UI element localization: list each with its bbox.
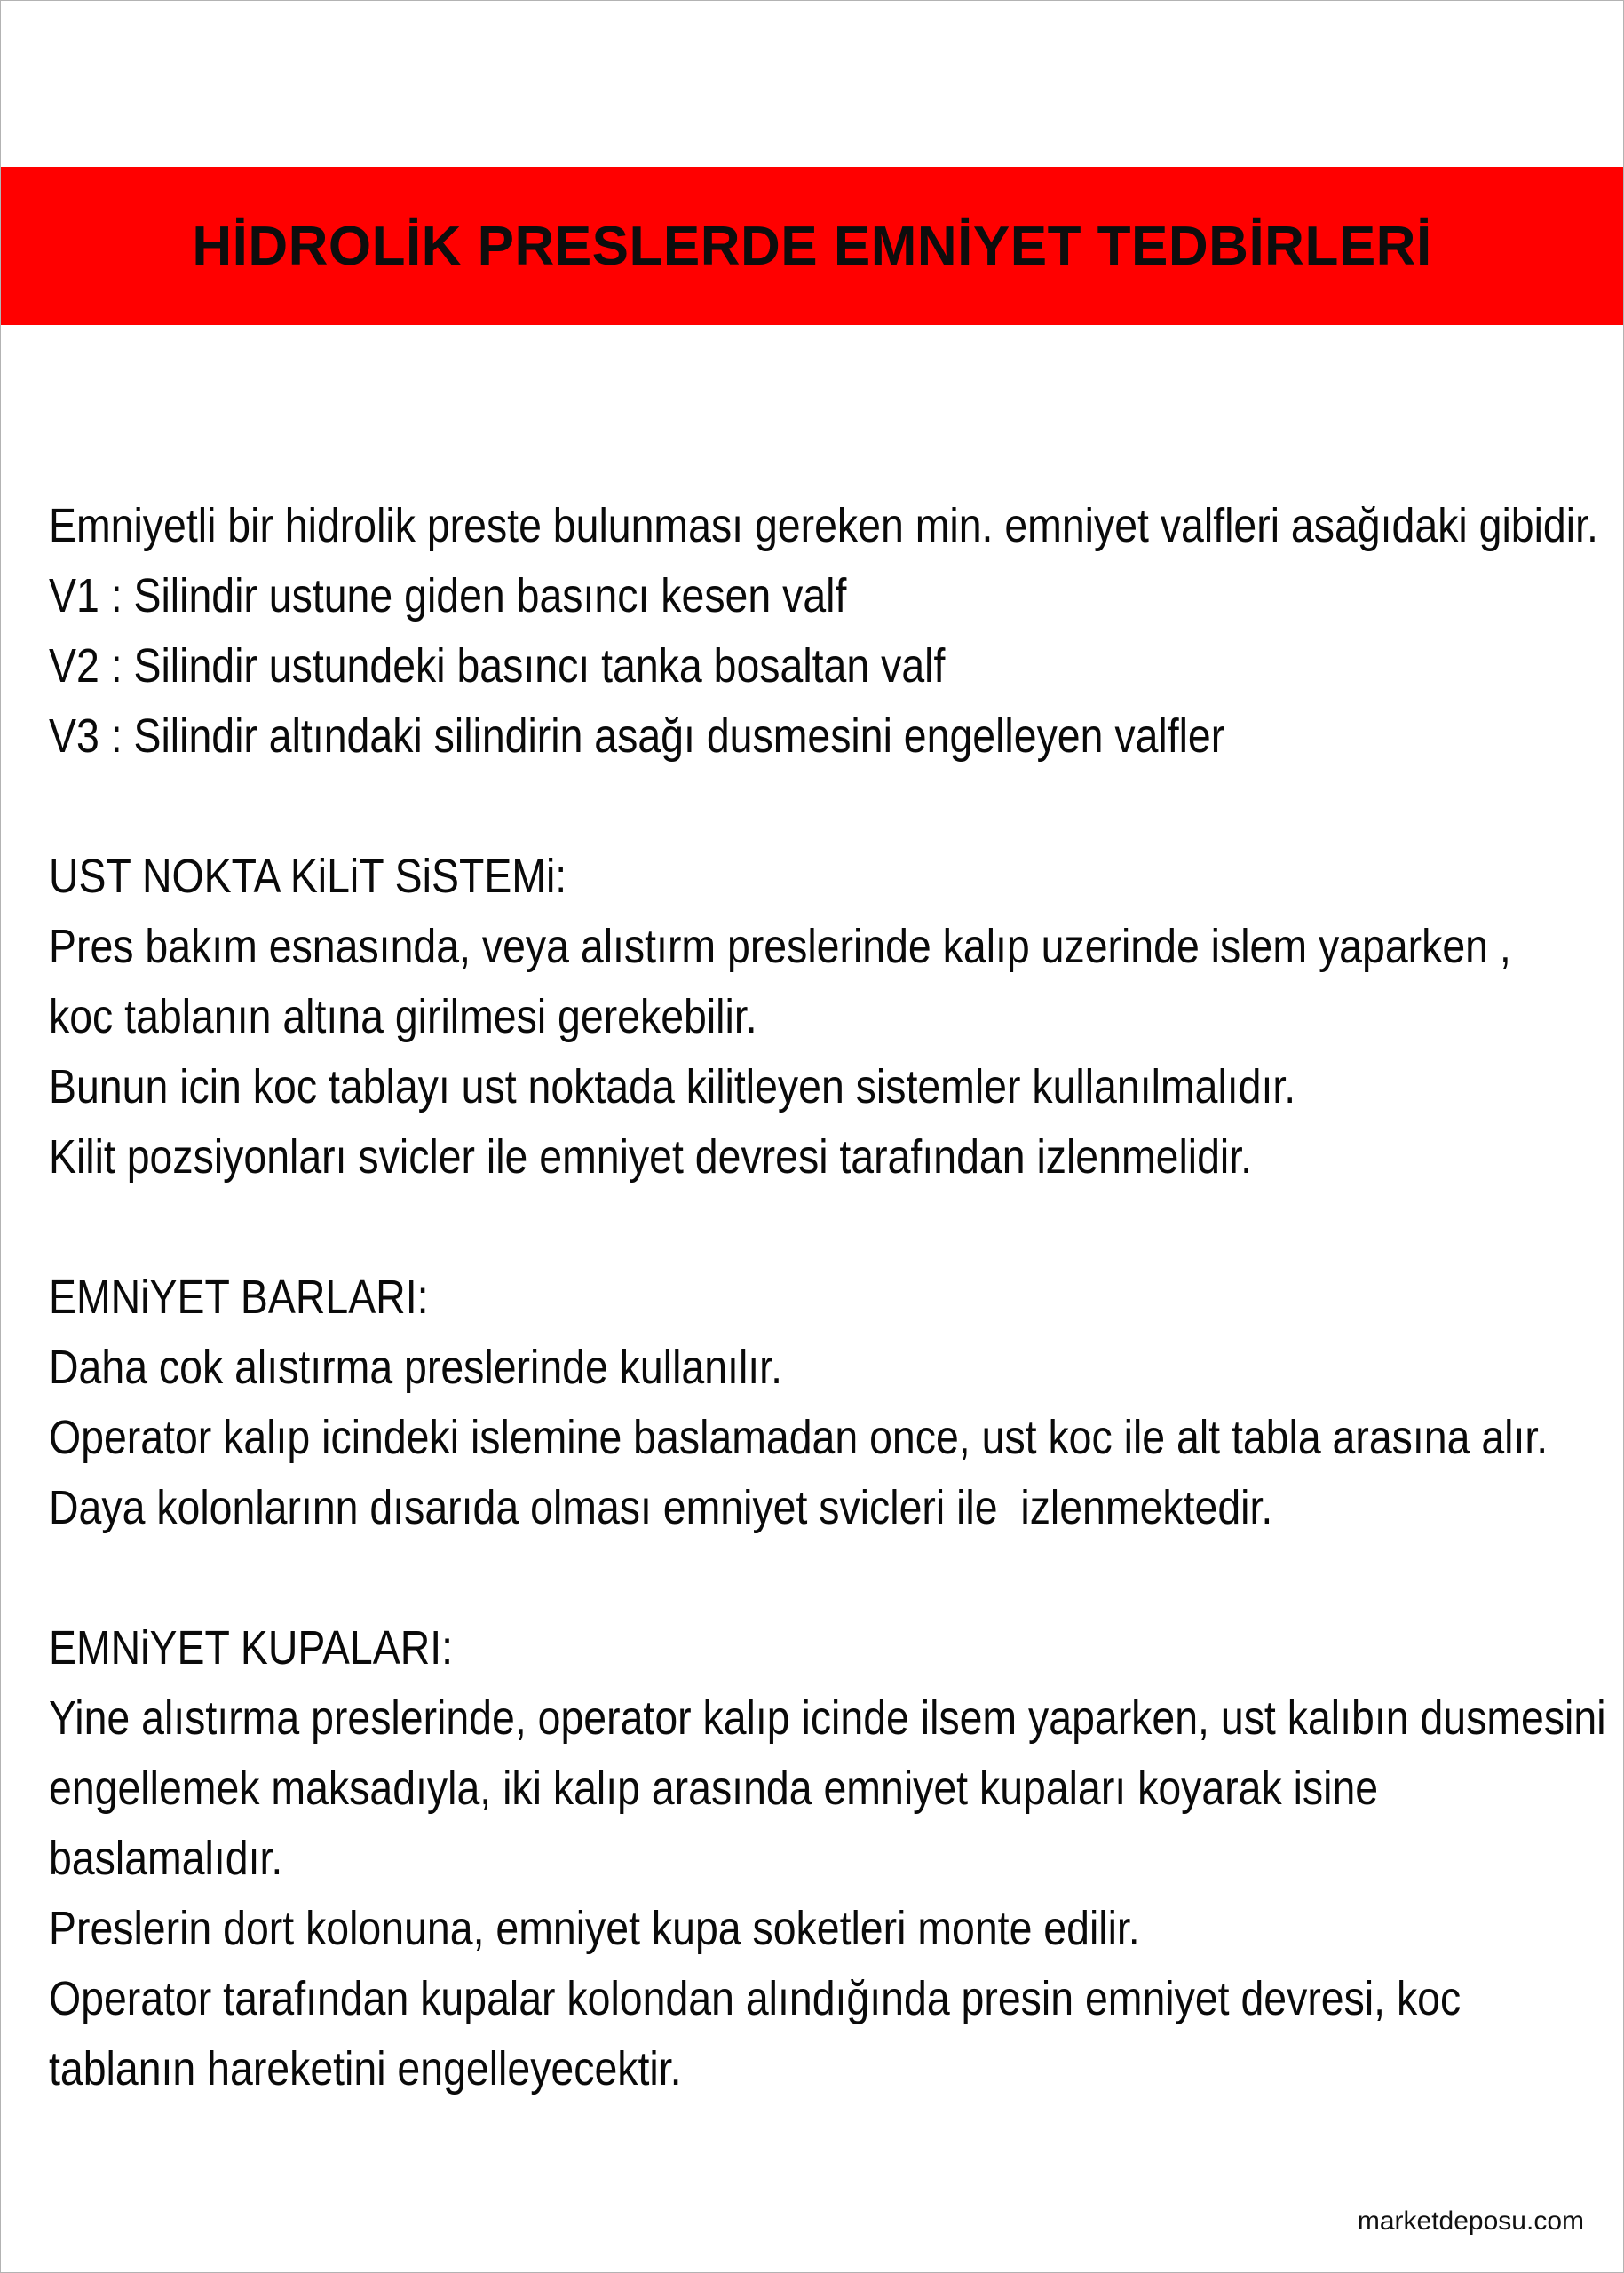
- section-line: baslamalıdır.: [49, 1832, 283, 1885]
- section-line: Operator tarafından kupalar kolondan alındığında presin emniyet devresi, koc: [49, 1972, 1462, 2025]
- section-heading: EMNiYET KUPALARI:: [49, 1621, 454, 1675]
- section-line: Daha cok alıstırma preslerinde kullanılır.: [49, 1341, 782, 1394]
- sign-title: HİDROLİK PRESLERDE EMNİYET TEDBİRLERİ: [192, 215, 1432, 277]
- footer-website: marketdeposu.com: [1357, 2206, 1584, 2236]
- paragraph-gap: [49, 1192, 1591, 1263]
- title-banner: [1, 167, 1623, 325]
- paragraph-gap: [49, 1543, 1591, 1613]
- section-line: engellemek maksadıyla, iki kalıp arasında emniyet kupaları koyarak isine: [49, 1762, 1379, 1815]
- section-line: Preslerin dort kolonuna, emniyet kupa soketleri monte edilir.: [49, 1902, 1140, 1955]
- section-line: koc tablanın altına girilmesi gerekebilir.: [49, 990, 757, 1043]
- section-line: Yine alıstırma preslerinde, operator kalıp icinde ilsem yaparken, ust kalıbın dusmesini: [49, 1691, 1606, 1745]
- section-heading: EMNiYET BARLARI:: [49, 1271, 429, 1324]
- section-line: Operator kalıp icindeki islemine baslamadan once, ust koc ile alt tabla arasına alır.: [49, 1411, 1549, 1464]
- intro-line: Emniyetli bir hidrolik preste bulunması gereken min. emniyet valfleri asağıdaki gibidir.: [49, 499, 1598, 552]
- section-line: Pres bakım esnasında, veya alıstırm preslerinde kalıp uzerinde islem yaparken ,: [49, 920, 1511, 973]
- section-heading: UST NOKTA KiLiT SiSTEMi:: [49, 850, 567, 903]
- section-line: tablanın hareketini engelleyecektir.: [49, 2042, 682, 2095]
- intro-line: V3 : Silindir altındaki silindirin asağı dusmesini engelleyen valfler: [49, 709, 1225, 763]
- paragraph-gap: [49, 772, 1591, 842]
- intro-line: V2 : Silindir ustundeki basıncı tanka bosaltan valf: [49, 639, 946, 693]
- section-line: Daya kolonlarınn dısarıda olması emniyet svicleri ile izlenmektedir.: [49, 1481, 1273, 1534]
- intro-line: V1 : Silindir ustune giden basıncı kesen valf: [49, 569, 847, 622]
- section-line: Bunun icin koc tablayı ust noktada kilitleyen sistemler kullanılmalıdır.: [49, 1060, 1296, 1113]
- sign-body: [49, 491, 1606, 2104]
- section-line: Kilit pozsiyonları svicler ile emniyet devresi tarafından izlenmelidir.: [49, 1130, 1253, 1184]
